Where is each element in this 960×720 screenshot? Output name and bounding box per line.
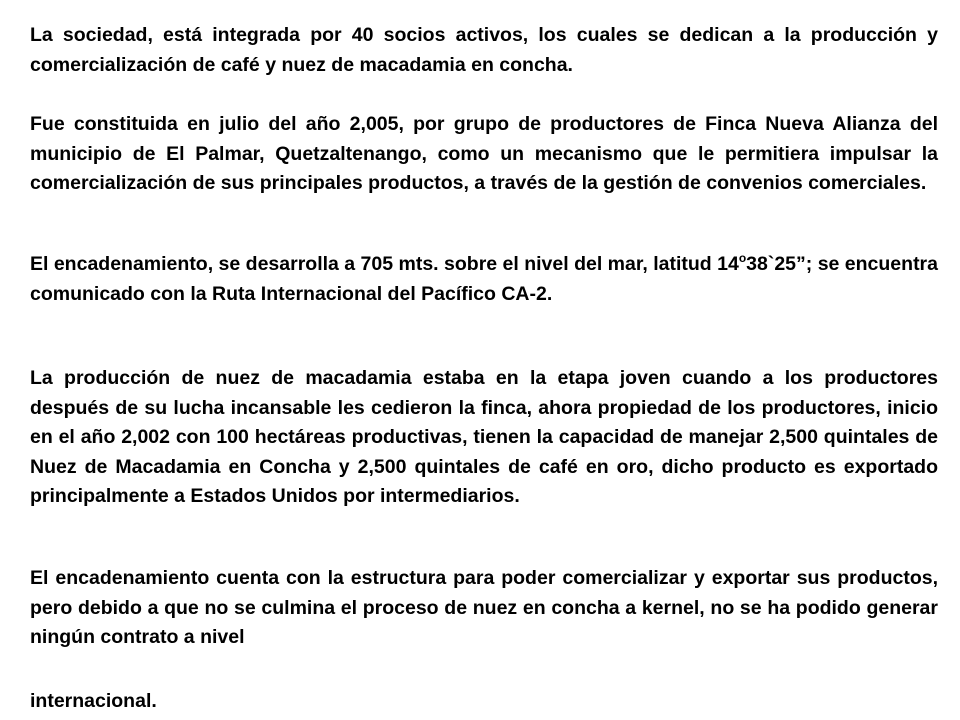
degree-symbol: o: [738, 251, 747, 265]
export-text-main: El encadenamiento cuenta con la estructura para poder comercializar y exportar sus productos, pero debido a que no se culmina el proceso de nuez en concha a kernel, no se ha podido generar ningún contrato a nivel: [30, 567, 938, 649]
paragraph-founding: Fue constituida en julio del año 2,005, por grupo de productores de Finca Nueva Alianza del municipio de El Palmar, Quetzaltenango, como un mecanismo que le permitiera impulsar la comercialización de sus principales productos, a través de la gestión de convenios comerciales.: [30, 113, 938, 195]
export-text-last-word: internacional.: [30, 689, 157, 712]
paragraph-export: [30, 564, 938, 716]
location-text-start: El encadenamiento, se desarrolla a 705 mts. sobre el nivel del mar, latitud 14: [30, 253, 739, 275]
paragraph-location: [30, 250, 938, 309]
document-page: [30, 0, 938, 720]
paragraph-membership: La sociedad, está integrada por 40 socios activos, los cuales se dedican a la producción y comercialización de café y nuez de macadamia en concha.: [30, 24, 938, 76]
paragraph-production: La producción de nuez de macadamia estaba en la etapa joven cuando a los productores después de su lucha incansable les cedieron la finca, ahora propiedad de los productores, inicio en el año 2,002 con 100 hectáreas productivas, tienen la capacidad de manejar 2,500 quintales de Nuez de Macadamia en Concha y 2,500 quintales de café en oro, dicho producto es exportado principalmente a Estados Unidos por intermediarios.: [30, 367, 938, 508]
location-text-end: 38`25”; se encuentra comunicado con la Ruta Internacional del Pacífico CA-2.: [30, 253, 938, 305]
